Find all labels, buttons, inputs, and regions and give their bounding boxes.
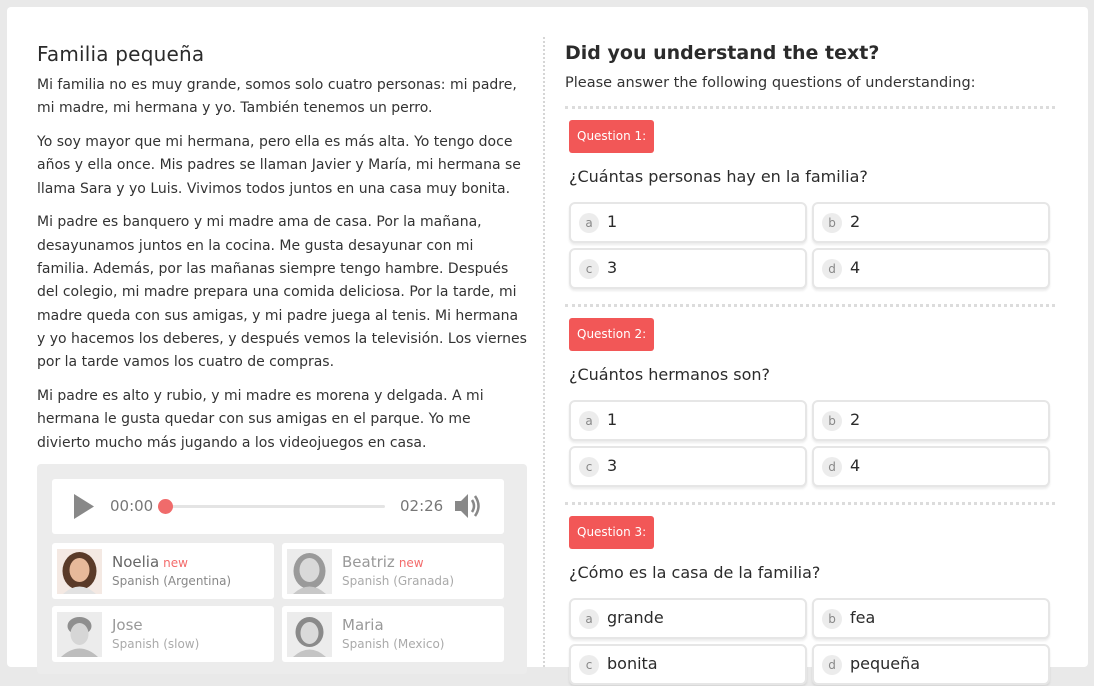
- answer-option-a[interactable]: a 1: [569, 400, 807, 441]
- story-paragraph: Mi padre es alto y rubio, y mi madre es morena y delgada. A mi hermana le gusta quedar con sus amigas en el parque. Yo me divierto mucho más jugando a los videojuegos en casa.: [37, 388, 484, 451]
- column-divider: [543, 37, 545, 667]
- total-time: 02:26: [400, 497, 444, 515]
- speaker-variant: Spanish (Mexico): [342, 637, 445, 651]
- answer-option-c[interactable]: c 3: [569, 248, 807, 289]
- speaker-variant: Spanish (Argentina): [112, 574, 232, 588]
- speaker-card-maria[interactable]: [282, 606, 504, 662]
- avatar: [57, 612, 102, 657]
- speaker-card-noelia[interactable]: [52, 543, 274, 599]
- speaker-variant: Spanish (Granada): [342, 574, 455, 588]
- answer-option-b[interactable]: b 2: [812, 202, 1050, 243]
- section-separator: [565, 106, 1055, 109]
- speaker-name: Maria: [342, 616, 384, 634]
- question-text: ¿Cuántas personas hay en la familia?: [569, 167, 868, 186]
- question-3: [569, 516, 1055, 686]
- answer-option-b[interactable]: b fea: [812, 598, 1050, 639]
- new-badge: new: [163, 556, 188, 570]
- current-time: 00:00: [110, 497, 154, 515]
- speaker-card-jose[interactable]: [52, 606, 274, 662]
- answer-option-a[interactable]: a grande: [569, 598, 807, 639]
- speaker-card-beatriz[interactable]: [282, 543, 504, 599]
- progress-knob[interactable]: [158, 499, 173, 514]
- speaker-variant: Spanish (slow): [112, 637, 200, 651]
- answer-option-d[interactable]: d 4: [812, 248, 1050, 289]
- story-text: [37, 74, 527, 465]
- answer-option-c[interactable]: c bonita: [569, 644, 807, 685]
- story-paragraph: Mi familia no es muy grande, somos solo cuatro personas: mi padre, mi madre, mi hermana y yo. También tenemos un perro.: [37, 77, 517, 117]
- avatar: [287, 549, 332, 594]
- audio-panel: [37, 464, 527, 674]
- section-separator: [565, 304, 1055, 307]
- question-label: Question 2:: [569, 318, 654, 351]
- question-2: [569, 318, 1055, 488]
- question-text: ¿Cuántos hermanos son?: [569, 365, 771, 384]
- question-label: Question 3:: [569, 516, 654, 549]
- story-title: Familia pequeña: [37, 42, 205, 66]
- answer-option-d[interactable]: d pequeña: [812, 644, 1050, 685]
- answer-option-d[interactable]: d 4: [812, 446, 1050, 487]
- new-badge: new: [398, 556, 424, 570]
- answer-option-a[interactable]: a 1: [569, 202, 807, 243]
- question-text: ¿Cómo es la casa de la familia?: [569, 563, 821, 582]
- quiz-instructions: Please answer the following questions of understanding:: [565, 75, 976, 91]
- quiz-heading: Did you understand the text?: [565, 42, 880, 64]
- question-label: Question 1:: [569, 120, 654, 153]
- story-paragraph: Mi padre es banquero y mi madre ama de casa. Por la mañana, desayunamos juntos en la cocina. Me gusta desayunar con mi familia. Además, por las mañanas siempre tengo hambre. Después del colegio, mi madre prepara una comida deliciosa. Por la tarde, mi madre queda con sus amigas, y mi padre juega al tenis. Mi hermana y yo hacemos los deberes, y después vemos la televisión. Los viernes por la tarde vamos los cuatro de compras.: [37, 214, 527, 371]
- section-separator: [565, 502, 1055, 505]
- play-icon[interactable]: [72, 493, 96, 520]
- avatar: [57, 549, 102, 594]
- speaker-name: Noelia: [112, 553, 160, 571]
- avatar: [287, 612, 332, 657]
- speaker-name: Jose: [112, 616, 143, 634]
- progress-track[interactable]: [165, 505, 385, 508]
- answer-option-c[interactable]: c 3: [569, 446, 807, 487]
- speaker-name: Beatriz: [342, 553, 395, 571]
- answer-option-b[interactable]: b 2: [812, 400, 1050, 441]
- question-1: [569, 120, 1055, 290]
- story-paragraph: Yo soy mayor que mi hermana, pero ella es más alta. Yo tengo doce años y ella once. Mis padres se llaman Javier y María, mi hermana se llama Sara y yo Luis. Vivimos todos juntos en una casa muy bonita.: [37, 134, 521, 197]
- audio-player: [52, 479, 504, 534]
- volume-icon[interactable]: [454, 491, 482, 521]
- page-card: [7, 7, 1088, 673]
